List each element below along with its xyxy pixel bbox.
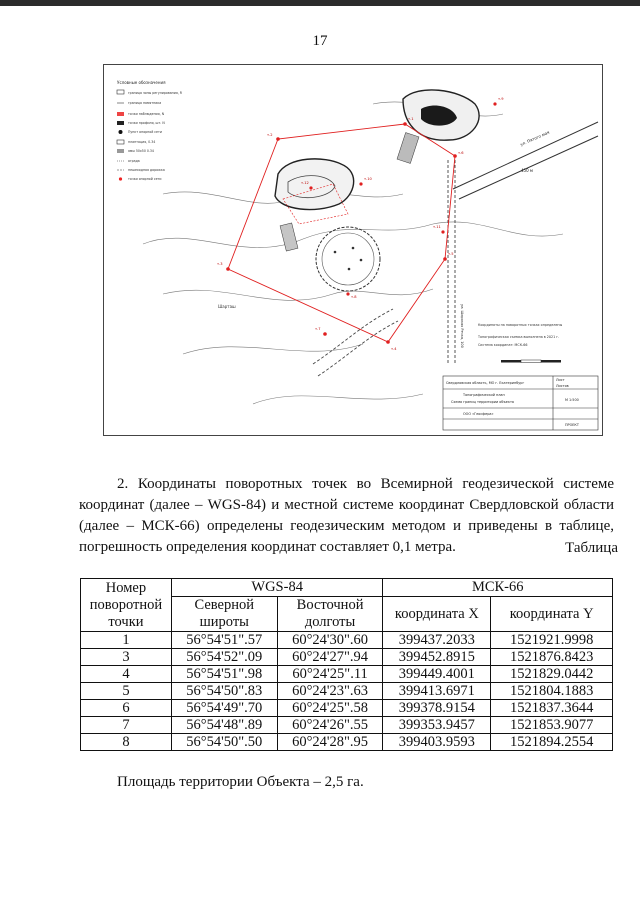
legend-label: граница памятника xyxy=(128,101,162,105)
cell-x: 399449.4001 xyxy=(383,666,491,683)
legend-label: граница зоны регулирования, R xyxy=(128,91,182,95)
legend-label: точки опорной сети xyxy=(128,177,162,181)
area-text: Площадь территории Объекта – 2,5 га. xyxy=(117,774,364,790)
legend-symbol xyxy=(117,112,124,116)
table-caption: Таблица xyxy=(565,540,618,556)
table-row xyxy=(81,700,613,717)
scan-top-edge xyxy=(0,0,640,6)
cell-x: 399413.6971 xyxy=(383,683,491,700)
cell-lon: 60°24'26".55 xyxy=(277,717,383,734)
page-number: 17 xyxy=(312,33,328,49)
cell-point: 7 xyxy=(81,717,172,734)
legend-symbol xyxy=(117,121,124,125)
legend-label: точки наблюдения, N xyxy=(128,112,165,116)
cell-lon: 60°24'25".11 xyxy=(277,666,383,683)
legend-label: плантация, 0.34 xyxy=(128,140,156,144)
hill-outline xyxy=(275,159,354,210)
cell-lat: 56°54'49".70 xyxy=(171,700,277,717)
title-block-org: ООО «Геосфера» xyxy=(463,412,494,416)
cell-lat: 56°54'50".50 xyxy=(171,734,277,751)
table-row xyxy=(81,666,613,683)
legend-label: ямы 50x50 0.34 xyxy=(128,149,154,153)
legend-label: Пункт опорной сети xyxy=(128,130,162,134)
cell-y: 1521829.0442 xyxy=(491,666,613,683)
cell-x: 399452.8915 xyxy=(383,649,491,666)
header-latitude: Северной широты xyxy=(171,597,277,632)
title-block-scale: М 1:500 xyxy=(565,398,579,402)
map-note: Координаты на поворотных точках определены xyxy=(478,323,563,327)
title-block-sheet: Лист xyxy=(556,378,565,382)
point-label: т.4 xyxy=(391,347,397,351)
legend-label: ограда xyxy=(128,159,140,163)
table-row xyxy=(81,734,613,751)
legend-label: пешеходная дорожка xyxy=(128,168,165,172)
cell-x: 399437.2033 xyxy=(383,632,491,649)
title-block-subtitle: Схема границ территории объекта xyxy=(451,400,514,404)
cell-lon: 60°24'25".58 xyxy=(277,700,383,717)
road-label: ул. Пятого мая xyxy=(519,129,551,147)
table-row xyxy=(81,717,613,734)
cell-y: 1521804.1883 xyxy=(491,683,613,700)
cell-lon: 60°24'23".63 xyxy=(277,683,383,700)
point-label: т.8 xyxy=(351,295,357,299)
boundary-point xyxy=(443,257,447,261)
point-label: т.3 xyxy=(217,262,223,266)
header-point-number: Номер поворотной точки xyxy=(81,579,172,632)
title-block-sheets: Листов xyxy=(556,384,569,388)
cell-y: 1521876.8423 xyxy=(491,649,613,666)
legend-label: точки профиля, шт. N xyxy=(128,121,165,125)
point-label: т.1 xyxy=(408,117,414,121)
cell-lat: 56°54'51".98 xyxy=(171,666,277,683)
point-label: т.5 xyxy=(448,252,454,256)
coordinates-table xyxy=(80,578,613,751)
cell-x: 399403.9593 xyxy=(383,734,491,751)
cell-point: 5 xyxy=(81,683,172,700)
cell-point: 4 xyxy=(81,666,172,683)
cell-lon: 60°24'27".94 xyxy=(277,649,383,666)
cell-point: 8 xyxy=(81,734,172,751)
cell-y: 1521894.2554 xyxy=(491,734,613,751)
cell-point: 6 xyxy=(81,700,172,717)
boundary-point xyxy=(346,292,349,295)
boundary-point xyxy=(359,182,362,185)
title-block-city: Свердловская область, МО г. Екатеринбург xyxy=(446,381,525,385)
legend-symbol xyxy=(117,149,124,153)
header-longitude: Восточной долготы xyxy=(277,597,383,632)
boundary-point xyxy=(276,137,280,141)
cell-y: 1521837.3644 xyxy=(491,700,613,717)
boundary-point xyxy=(441,230,444,233)
boundary-point xyxy=(453,154,457,158)
header-coord-x: координата X xyxy=(383,597,491,632)
header-wgs84: WGS-84 xyxy=(171,579,383,597)
side-label: ул. Широкая Речка, 100 xyxy=(460,304,464,348)
point-label: т.12 xyxy=(301,181,309,185)
title-block-title: Топографический план xyxy=(463,393,505,397)
boundary-point xyxy=(309,186,312,189)
cell-y: 1521921.9998 xyxy=(491,632,613,649)
coordinates-paragraph: 2. Координаты поворотных точек во Всемирной геодезической системе координат (далее – WGS-84) и местной системе координат Свердловской области (далее – МСК-66) определены геодезическим методом и приведены в таблице, погрешность определения координат составляет 0,1 метра. xyxy=(79,476,614,555)
boundary-point xyxy=(493,102,496,105)
scale-bar xyxy=(501,360,561,363)
header-coord-y: координата Y xyxy=(491,597,613,632)
legend-symbol xyxy=(119,130,123,134)
point-label: т.7 xyxy=(315,327,321,331)
cell-lat: 56°54'50".83 xyxy=(171,683,277,700)
point-label: т.11 xyxy=(433,225,441,229)
boundary-point xyxy=(323,332,327,336)
point-label: т.6 xyxy=(458,151,464,155)
cell-lon: 60°24'30".60 xyxy=(277,632,383,649)
cell-lat: 56°54'52".09 xyxy=(171,649,277,666)
point-label: т.9 xyxy=(498,97,504,101)
header-msk66: МСК-66 xyxy=(383,579,613,597)
cell-point: 3 xyxy=(81,649,172,666)
place-label: Шарташ xyxy=(218,304,236,309)
cell-x: 399353.9457 xyxy=(383,717,491,734)
map-frame xyxy=(104,65,603,436)
distance-label: 450 м xyxy=(521,168,533,173)
map-note: Система координат: МСК-66 xyxy=(478,343,528,347)
table-row xyxy=(81,632,613,649)
boundary-point xyxy=(403,122,407,126)
legend-title: Условные обозначения xyxy=(117,80,166,85)
cell-lon: 60°24'28".95 xyxy=(277,734,383,751)
cell-lat: 56°54'51".57 xyxy=(171,632,277,649)
boundary-point xyxy=(386,340,390,344)
table-row xyxy=(81,649,613,666)
point-label: т.10 xyxy=(364,177,372,181)
cell-lat: 56°54'48".89 xyxy=(171,717,277,734)
point-label: т.2 xyxy=(267,133,273,137)
map-note: Топографическая съемка выполнена в 2021 г. xyxy=(478,335,560,339)
cell-y: 1521853.9077 xyxy=(491,717,613,734)
table-row xyxy=(81,683,613,700)
cell-x: 399378.9154 xyxy=(383,700,491,717)
legend-symbol xyxy=(119,177,122,180)
site-plan-map xyxy=(103,64,603,436)
title-block-stage: ПРОЕКТ xyxy=(565,423,579,427)
boundary-point xyxy=(226,267,230,271)
cell-point: 1 xyxy=(81,632,172,649)
